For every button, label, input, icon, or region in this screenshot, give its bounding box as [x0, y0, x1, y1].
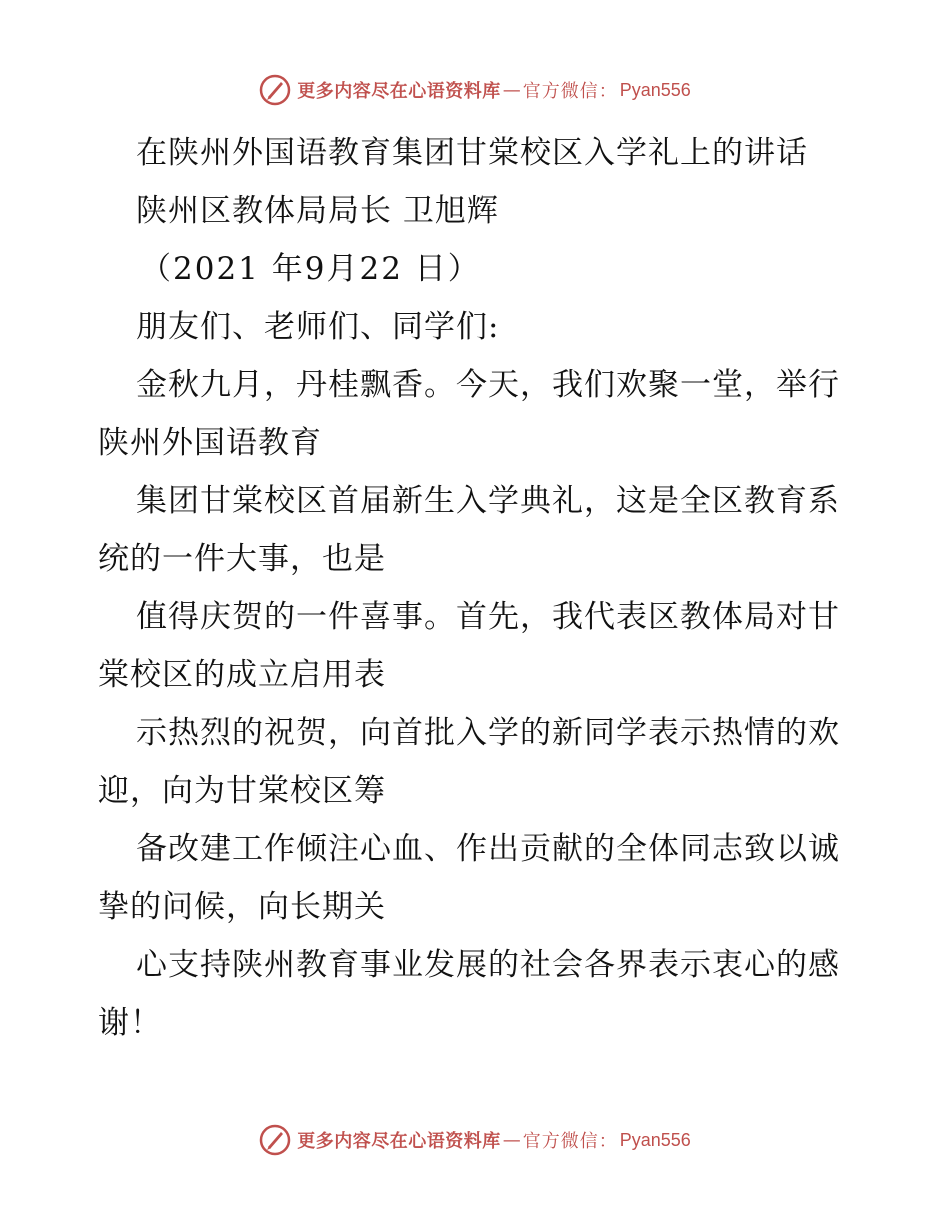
speaker-line: 陕州区教体局局长 卫旭辉 — [136, 193, 499, 229]
watermark-dash: — — [502, 79, 521, 101]
quill-logo-icon — [259, 1124, 291, 1156]
watermark-label: 官方微信： — [522, 1131, 618, 1152]
paragraph-line: 备改建工作倾注心血、作出贡献的全体同志致以诚挚的问候，向长期关 — [98, 831, 840, 925]
quill-logo-icon — [259, 74, 291, 106]
watermark-title: 更多内容尽在心语资料库 — [297, 1131, 501, 1152]
salutation: 朋友们、老师们、同学们: — [136, 309, 500, 345]
paragraph-line: 值得庆贺的一件喜事。首先，我代表区教体局对甘棠校区的成立启用表 — [98, 599, 840, 693]
speech-document — [98, 124, 858, 1052]
watermark-wechat-id: Pyan556 — [619, 1129, 691, 1150]
paragraph-line: 集团甘棠校区首届新生入学典礼，这是全区教育系统的一件大事，也是 — [98, 483, 840, 577]
speech-date: （2021 年9月22 日） — [140, 251, 481, 287]
watermark-title: 更多内容尽在心语资料库 — [297, 81, 501, 102]
paragraph-line: 示热烈的祝贺，向首批入学的新同学表示热情的欢迎，向为甘棠校区筹 — [98, 715, 840, 809]
paragraph-line: 心支持陕州教育事业发展的社会各界表示衷心的感谢！ — [98, 947, 840, 1041]
watermark-dash: — — [502, 1129, 521, 1151]
paragraph-line: 金秋九月，丹桂飘香。今天，我们欢聚一堂，举行陕州外国语教育 — [98, 367, 840, 461]
watermark-header — [0, 70, 950, 110]
speech-title: 在陕州外国语教育集团甘棠校区入学礼上的讲话 — [136, 135, 808, 171]
watermark-wechat-id: Pyan556 — [619, 79, 691, 100]
watermark-footer — [0, 1120, 950, 1160]
watermark-label: 官方微信： — [522, 81, 618, 102]
